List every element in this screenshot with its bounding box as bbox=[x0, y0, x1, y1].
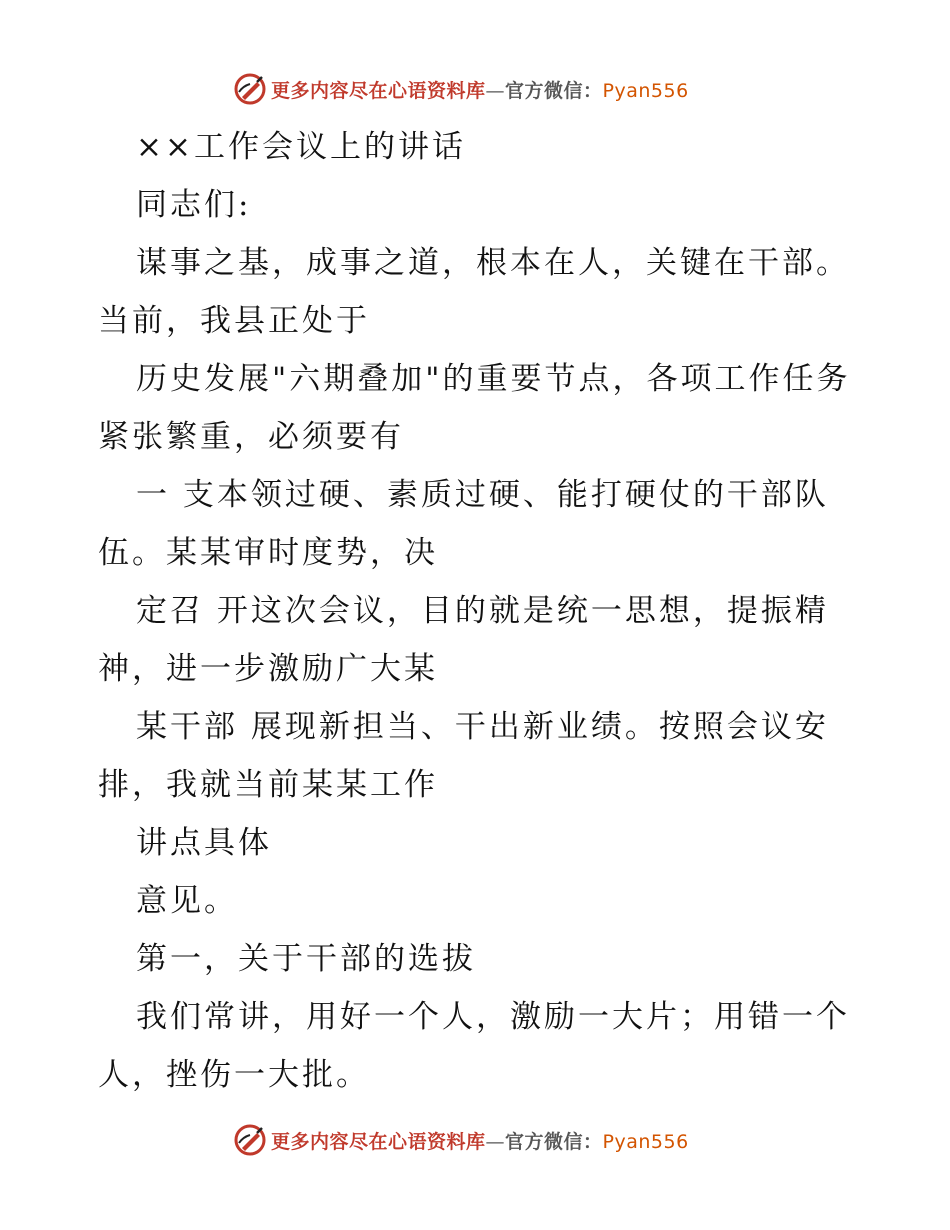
quill-pen-logo-icon bbox=[233, 1123, 267, 1157]
quill-pen-logo-icon bbox=[233, 72, 267, 106]
body-paragraph: 历史发展"六期叠加"的重要节点，各项工作任务紧张繁重，必须要有 bbox=[98, 361, 851, 455]
watermark-separator: — bbox=[485, 79, 506, 102]
watermark-brand: 更多内容尽在心语资料库 bbox=[271, 1130, 486, 1153]
body-paragraph: 某干部 展现新担当、干出新业绩。按照会议安排，我就当前某某工作 bbox=[98, 709, 829, 803]
body-paragraph: 谋事之基，成事之道，根本在人，关键在干部。当前，我县正处于 bbox=[98, 245, 850, 339]
body-paragraph: 定召 开这次会议，目的就是统一思想，提振精神，进一步激励广大某 bbox=[98, 593, 829, 687]
watermark-wechat-id: Pyan556 bbox=[602, 1130, 689, 1153]
watermark-label: 官方微信： bbox=[505, 79, 603, 102]
body-paragraph: 我们常讲，用好一个人，激励一大片；用错一个人，挫伤一大批。 bbox=[98, 999, 850, 1093]
body-paragraph: 讲点具体 bbox=[136, 825, 272, 861]
body-paragraph: 意见。 bbox=[136, 883, 238, 919]
footer-watermark bbox=[233, 1123, 689, 1157]
body-paragraph: 一 支本领过硬、素质过硬、能打硬仗的干部队伍。某某审时度势，决 bbox=[98, 477, 829, 571]
watermark-separator: — bbox=[485, 1130, 506, 1153]
section-heading: 第一，关于干部的选拔 bbox=[136, 941, 476, 977]
watermark-label: 官方微信： bbox=[505, 1130, 603, 1153]
document-body bbox=[98, 118, 858, 1104]
watermark-wechat-id: Pyan556 bbox=[602, 79, 689, 102]
watermark-brand: 更多内容尽在心语资料库 bbox=[271, 79, 486, 102]
header-watermark bbox=[233, 72, 689, 106]
document-title: ××工作会议上的讲话 bbox=[136, 129, 466, 165]
salutation: 同志们: bbox=[136, 187, 252, 223]
